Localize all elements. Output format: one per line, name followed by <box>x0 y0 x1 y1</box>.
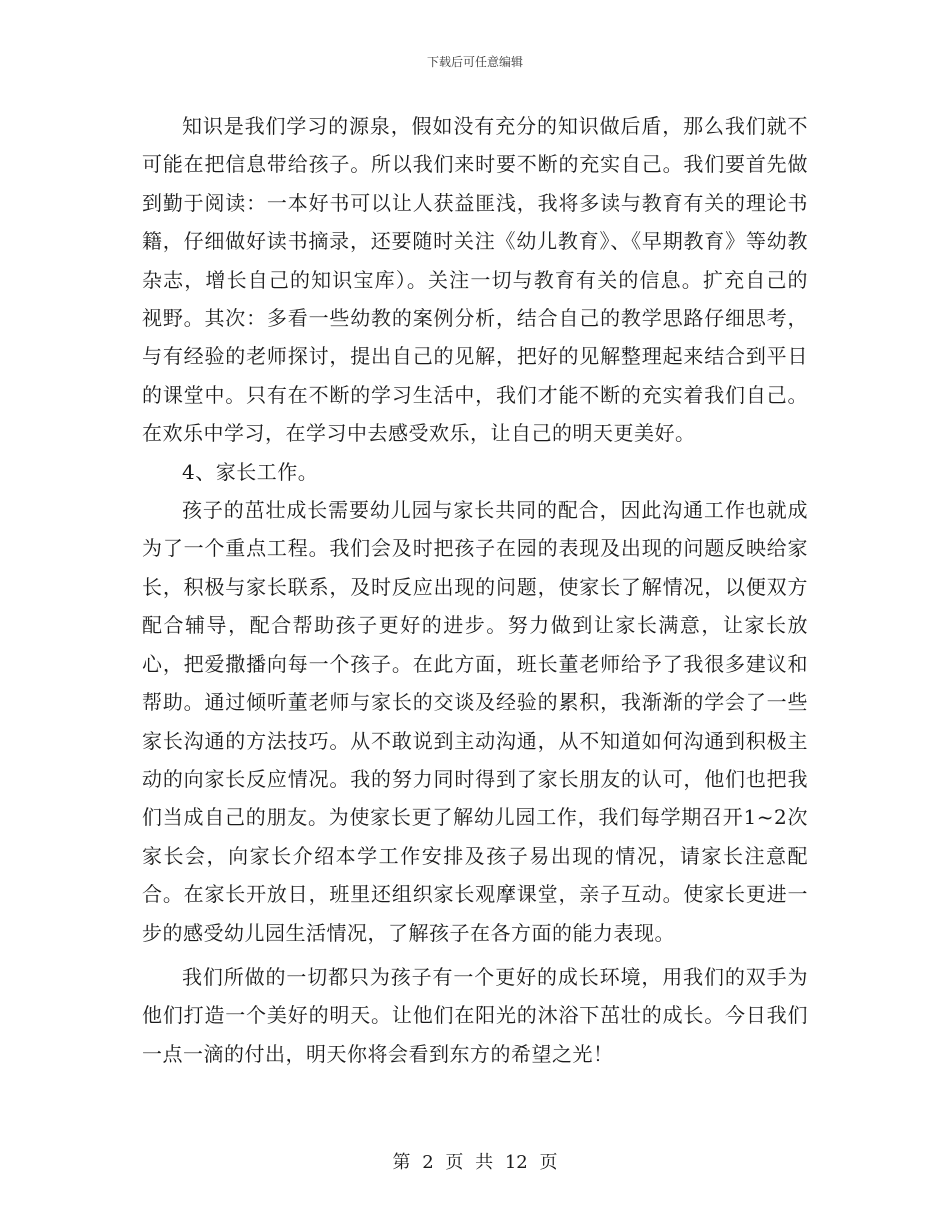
page-header: 下载后可任意编辑 <box>426 55 523 69</box>
document-body <box>142 107 808 1073</box>
paragraph-knowledge: 知识是我们学习的源泉，假如没有充分的知识做后盾，那么我们就不可能在把信息带给孩子。所以我们来时要不断的充实自己。我们要首先做到勤于阅读：一本好书可以让人获益匪浅，我将多读与教育有关的理论书籍，仔细做好读书摘录，还要随时关注《幼儿教育》、《早期教育》等幼教杂志，增长自己的知识宝库）。关注一切与教育有关的信息。扩充自己的视野。其次：多看一些幼教的案例分析，结合自己的教学思路仔细思考，与有经验的老师探讨，提出自己的见解，把好的见解整理起来结合到平日的课堂中。只有在不断的学习生活中，我们才能不断的充实着我们自己。在欢乐中学习，在学习中去感受欢乐，让自己的明天更美好。 <box>142 114 808 446</box>
page-number: 第 2 页 共 12 页 <box>392 1152 558 1173</box>
paragraph-parent-communication: 孩子的茁壮成长需要幼儿园与家长共同的配合，因此沟通工作也就成为了一个重点工程。我们会及时把孩子在园的表现及出现的问题反映给家长，积极与家长联系，及时反应出现的问题，使家长了解情况，以便双方配合辅导，配合帮助孩子更好的进步。努力做到让家长满意，让家长放心，把爱撒播向每一个孩子。在此方面，班长董老师给予了我很多建议和帮助。通过倾听董老师与家长的交谈及经验的累积，我渐渐的学会了一些家长沟通的方法技巧。从不敢说到主动沟通，从不知道如何沟通到积极主动的向家长反应情况。我的努力同时得到了家长朋友的认可，他们也把我们当成自己的朋友。为使家长更了解幼儿园工作，我们每学期召开1~2次家长会，向家长介绍本学工作安排及孩子易出现的情况，请家长注意配合。在家长开放日，班里还组织家长观摩课堂，亲子互动。使家长更进一步的感受幼儿园生活情况，了解孩子在各方面的能力表现。 <box>142 498 808 945</box>
section-heading-parent-work: 4、家长工作。 <box>182 459 319 484</box>
paragraph-conclusion: 我们所做的一切都只为孩子有一个更好的成长环境，用我们的双手为他们打造一个美好的明天。让他们在阳光的沐浴下茁壮的成长。今日我们一点一滴的付出，明天你将会看到东方的希望之光！ <box>142 964 808 1066</box>
